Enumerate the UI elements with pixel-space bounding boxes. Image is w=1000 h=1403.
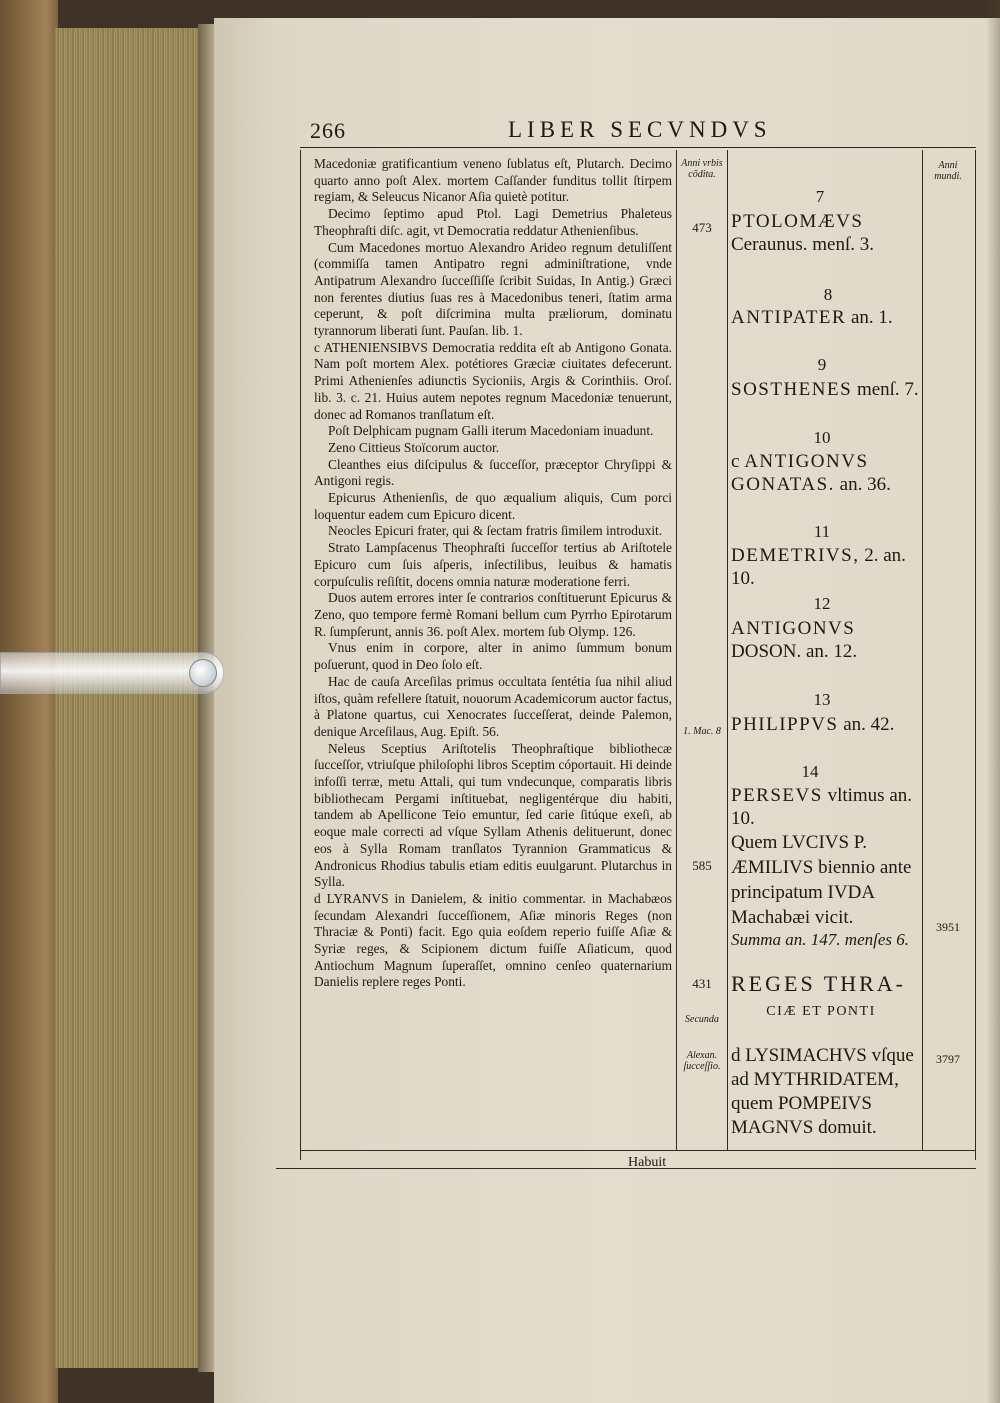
- commentary-paragraph: Epicurus Athenienſis, de quo æqualium aliquis, Cum porci loquentur eadem cum Epicuro dicent.: [314, 490, 672, 522]
- holder-knob: [189, 659, 217, 687]
- king-number: 7: [815, 187, 825, 206]
- commentary-paragraph: Hac de cauſa Arceſilas primus occultata ſentétia ſua nihil aliud iſtos, quàm refellere ſtatuit, nouorum Academicorum auctor factus, à Platone quartus, cui Xenocrates ſucceſſerat, deinde Palemon, denique Arceſilaus, Aug. Epiſt. 56.: [314, 673, 672, 739]
- commentary-paragraph: Strato Lampſacenus Theophraſti ſucceſſor tertius ab Ariſtotele Epicuro cum ſuis aſperis, inſectilibus, leuibus & hamatis corpuſculis reſiſtit, docens omnia naturæ moderatione ferri.: [314, 540, 672, 589]
- king-name: PERSEVS: [731, 785, 823, 806]
- mundi-column-header: Anni mundi.: [934, 160, 962, 182]
- king-name: SOSTHENES: [731, 379, 853, 400]
- commentary-paragraph: Cum Macedones mortuo Alexandro Arideo regnum detuliſſent (commiſſa tamen Antipatro regni adminiſtratione, vnde Antipatrum Alexandro ſucceſſiſſe ſcribit Suidas, In Antig.) Græci non ferentes diutius ſuas res à Macedonibus teneri, ſtatim arma ceperunt, & poſt diſcrimina multa præliorum, dominatu tyrannorum liberati ſunt. Pauſan. lib. 1.: [314, 239, 672, 339]
- bottom-frame-rule: [300, 1150, 976, 1151]
- note-letter: c: [731, 451, 740, 472]
- outer-right-rule: [975, 150, 976, 1160]
- succession-total: Summa an. 147. menſes 6.: [731, 930, 910, 949]
- king-number: 11: [813, 522, 831, 541]
- king-number: 14: [801, 762, 819, 781]
- king-reign: menſ. 7.: [856, 379, 919, 400]
- king-entry-lysimachus: d LYSIMACHVS vſque ad MYTHRIDATEM, quem POMPEIVS MAGNVS domuit.: [731, 1045, 914, 1138]
- king-name: ANTIGONVS GONATAS.: [731, 451, 869, 495]
- page-edge-shadow: [986, 0, 1000, 1403]
- commentary-paragraph: Zeno Cittieus Stoïcorum auctor.: [328, 439, 500, 455]
- king-entry-antipater: [731, 306, 921, 329]
- commentary-paragraph: Vnus enim in corpore, alter in animo ſummum bonum poſuerunt, quod in Deo ſolo eſt.: [314, 640, 672, 673]
- king-number: 12: [813, 594, 831, 613]
- commentary-paragraph: c ATHENIENSIBVS Democratia reddita eſt ab Antigono Gonata. Nam poſt mortem Alex. potétiores Græciæ ciuitates defecerunt. Primi Athenienſes adiunctis Sycioniis, Argis & Corinthiis. Oroſ. lib. 3. c. 21. Huius autem nepotes regnum Macedoniæ tenuerunt, donec ad Romanos tranſlatum eſt.: [314, 339, 672, 422]
- commentary-paragraph: Neleus Sceptius Ariſtotelis Theophraſtique bibliothecæ ſucceſſor, vtriuſque philoſophi libros Sceptim cóportauit. Hi deinde infoſſi terræ, metu Attali, qui tum vndecunque, comparatis libris bibliothecam Pergami inſtituebat, negligentérque diu habiti, tandem ab Apellicone Teio emuntur, ſed carie ſitúque exeſi, ab eoque male correcti ad vſque Syllam Athenis delituerunt, donec eos à Sylla Romam tranſlatos Tyrannion Grammaticus & Andronicus Rhodius tabulis etiam editis euulgarunt. Plutarchus in Sylla.: [314, 740, 672, 890]
- kings-column-rule: [922, 150, 923, 1150]
- king-number: 8: [823, 285, 833, 304]
- king-name: ANTIGONVS: [731, 618, 856, 639]
- section-subheading: CIÆ ET PONTI: [766, 1004, 876, 1019]
- footer-rule: [276, 1168, 976, 1169]
- commentary-paragraph: Duos autem errores inter ſe contrarios conſtituerunt Epicurus & Zeno, quo tempore fermè Romani bellum cum Pyrrho Epirotarum R. ſumpſerunt, annis 36. poſt Alex. mortem ſub Olymp. 126.: [314, 590, 672, 639]
- king-number: 9: [817, 355, 827, 374]
- commentary-paragraph: Neocles Epicuri frater, qui & ſectam fratris ſimilem introduxit.: [328, 523, 663, 539]
- urbis-year: 473: [692, 220, 712, 235]
- king-reign: Ceraunus. menſ. 3.: [731, 234, 875, 255]
- king-entry-philippus: [731, 713, 921, 736]
- page-holder-strip: [0, 652, 224, 694]
- commentary-paragraph: Decimo ſeptimo apud Ptol. Lagi Demetrius Phaleteus Theophraſti diſc. agit, vt Democratia reddatur Athenienſibus.: [314, 206, 672, 238]
- running-head: LIBER SECVNDVS: [508, 117, 772, 142]
- section-heading: REGES THRA-: [731, 971, 906, 996]
- king-name: DEMETRIVS,: [731, 545, 860, 566]
- urbis-year: 431: [692, 976, 712, 991]
- page-number: 266: [310, 118, 346, 143]
- main-column-rule: [676, 150, 677, 1150]
- king-reign: an. 1.: [850, 307, 893, 328]
- catchword: Habuit: [628, 1155, 667, 1170]
- commentary-column: [314, 156, 672, 991]
- king-name: PHILIPPVS: [731, 714, 839, 735]
- head-rule: [300, 147, 976, 148]
- commentary-paragraph: Cleanthes eius diſcipulus & ſucceſſor, præceptor Chryſippi & Antigoni regis.: [314, 456, 672, 489]
- king-entry-sosthenes: [731, 378, 921, 401]
- king-reign: DOSON. an. 12.: [731, 641, 858, 662]
- urbis-note: Alexan. ſucceſſio.: [683, 1050, 721, 1072]
- book-cover-edge: [0, 0, 58, 1403]
- urbis-column-rule: [727, 150, 728, 1150]
- urbis-note: 1. Mac. 8: [683, 726, 721, 737]
- perseus-defeat-note: Quem LVCIVS P. ÆMILIVS biennio ante principatum IVDA Machabæi vicit.: [731, 832, 912, 928]
- king-reign: vltimus an. 10.: [731, 785, 913, 829]
- king-entry-ptolomaeus: [731, 210, 921, 256]
- king-number: 10: [813, 428, 831, 447]
- king-reign: 2. an. 10.: [731, 545, 906, 589]
- urbis-year: 585: [692, 858, 712, 873]
- king-name: ANTIPATER: [731, 307, 847, 328]
- urbis-note: Secunda: [685, 1014, 719, 1025]
- king-entry-perseus: [731, 784, 921, 830]
- outer-left-rule: [300, 150, 301, 1160]
- king-entry-demetrius: [731, 544, 921, 590]
- king-entry-antigonus-doson: [731, 617, 921, 663]
- urbis-column-header: Anni vrbis cõdita.: [681, 158, 723, 180]
- king-number: 13: [813, 690, 831, 709]
- commentary-paragraph: Macedoniæ gratificantium veneno ſublatus eſt, Plutarch. Decimo quarto anno poſt Alex. mortem Caſſander funditus tollit ſtirpem regiam, & Seleucus Nicanor Aſia quietè potitur.: [314, 156, 672, 205]
- mundi-year: 3951: [936, 920, 960, 934]
- page-block-edges: [55, 28, 205, 1368]
- king-name: PTOLOMÆVS: [731, 211, 864, 232]
- commentary-paragraph: d LYRANVS in Danielem, & initio commentar. in Machabæos ſecundam Alexandri ſucceſſionem, Aſiæ minoris Reges (non Thraciæ & Ponti) facit. Ego quia eoſdem reperio fuiſſe Aſiæ & Syriæ reges, & Scipionem dictum fuiſſe Aſiaticum, quod Antiochum Magnum ſuperaſſet, omnino cenſeo quaternarium Danielis replere reges Ponti.: [314, 890, 672, 990]
- mundi-year: 3797: [936, 1052, 960, 1066]
- commentary-paragraph: Poſt Delphicam pugnam Galli iterum Macedoniam inuadunt.: [328, 423, 654, 439]
- king-reign: an. 36.: [839, 474, 891, 495]
- king-reign: an. 42.: [843, 714, 895, 735]
- king-entry-antigonus-gonatas: [731, 450, 921, 496]
